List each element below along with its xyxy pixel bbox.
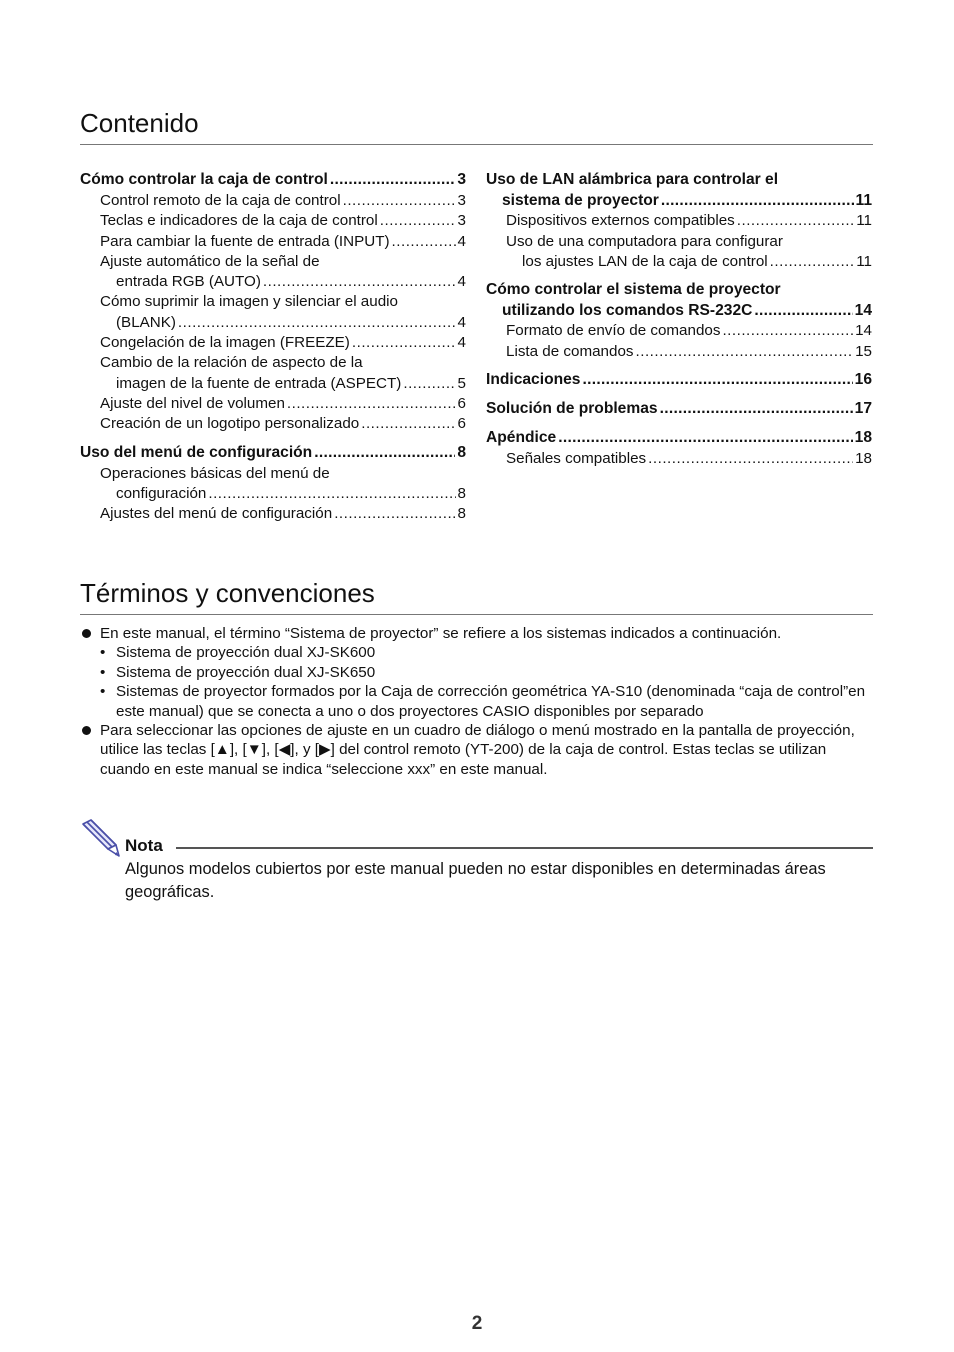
toc-entry[interactable]	[80, 353, 466, 394]
toc-section	[80, 168, 466, 435]
bullet-item: Para seleccionar las opciones de ajuste en un cuadro de diálogo o menú mostrado en la pantalla de proyección, utilice las teclas [▲], [▼], [◀], y [▶] del control remoto (YT-200) de la caja de control. Estas teclas se utilizan cuando en este manual se indica “seleccione xxx” en este manual.	[80, 721, 880, 779]
toc-title: Para cambiar la fuente de entrada (INPUT)	[100, 232, 390, 250]
bullet-item: En este manual, el término “Sistema de proyector” se refiere a los sistemas indicados a continuación.	[80, 624, 880, 643]
toc-entry[interactable]	[80, 232, 466, 252]
toc-page: 4	[457, 273, 466, 291]
toc-page: 8	[457, 443, 466, 461]
dot-leader	[352, 333, 456, 353]
toc-title-line1: Cambio de la relación de aspecto de la	[100, 354, 363, 372]
toc-title-line1: Cómo controlar el sistema de proyector	[486, 281, 781, 299]
toc-title-line1: Cómo suprimir la imagen y silenciar el audio	[100, 293, 398, 311]
toc-section	[80, 441, 466, 525]
dot-leader	[754, 301, 852, 321]
sub-bullet-item: • Sistemas de proyector formados por la Caja de corrección geométrica YA-S10 (denominada “caja de control”en este manual) que se conecta a uno o dos proyectores CASIO disponibles por separado	[80, 682, 880, 721]
toc-entry[interactable]	[80, 414, 466, 434]
toc-title: configuración	[116, 484, 207, 502]
toc-entry[interactable]	[80, 504, 466, 524]
toc-page: 3	[457, 192, 466, 209]
toc-page: 11	[856, 212, 872, 230]
toc-title: Uso del menú de configuración	[80, 443, 313, 461]
terms-body	[80, 624, 880, 779]
toc-section	[486, 368, 872, 391]
dot-leader	[722, 321, 853, 341]
toc-title: Ajuste del nivel de volumen	[100, 394, 285, 412]
toc-page: 14	[855, 322, 872, 340]
toc-entry[interactable]	[80, 333, 466, 353]
toc-title: Teclas e indicadores de la caja de control	[100, 212, 378, 230]
toc-entry[interactable]	[80, 441, 466, 464]
page-number: 2	[471, 1313, 483, 1334]
dot-leader	[263, 272, 456, 292]
toc-entry[interactable]	[486, 342, 872, 362]
dot-leader	[661, 191, 854, 211]
dot-leader	[287, 394, 456, 414]
toc-title: Dispositivos externos compatibles	[506, 212, 735, 230]
toc-entry[interactable]	[486, 426, 872, 449]
toc-left-column	[80, 168, 466, 530]
dot-leader	[361, 414, 455, 434]
toc-entry[interactable]	[486, 321, 872, 341]
dot-leader	[330, 168, 455, 191]
toc-page: 3	[457, 171, 466, 188]
toc-title: Apéndice	[486, 429, 557, 447]
toc-title: Congelación de la imagen (FREEZE)	[100, 334, 350, 352]
dot-leader	[208, 484, 455, 504]
dot-leader	[334, 504, 455, 524]
dot-leader	[660, 397, 853, 420]
toc-entry[interactable]	[80, 252, 466, 293]
terms-heading: Términos y convenciones	[80, 578, 873, 615]
toc-title: imagen de la fuente de entrada (ASPECT)	[116, 374, 402, 392]
note-title: Nota	[125, 836, 169, 856]
toc-title: Ajustes del menú de configuración	[100, 505, 333, 523]
toc-page: 6	[457, 394, 466, 412]
toc-page: 14	[854, 302, 872, 320]
toc-page: 16	[854, 371, 872, 389]
toc-entry[interactable]	[486, 211, 872, 231]
toc-section	[486, 168, 872, 272]
toc-entry[interactable]	[486, 368, 872, 391]
pencil-note-icon	[80, 818, 122, 860]
toc-title: utilizando los comandos RS-232C	[502, 302, 753, 320]
toc-title-line1: Uso de una computadora para configurar	[506, 232, 783, 250]
toc-page: 6	[457, 415, 466, 433]
toc-page: 3	[457, 212, 466, 230]
toc-page: 17	[854, 400, 872, 418]
toc-title: Solución de problemas	[486, 400, 658, 418]
toc-page: 5	[457, 374, 466, 392]
dot-leader	[737, 211, 854, 231]
sub-bullet-item: • Sistema de proyección dual XJ-SK650	[80, 663, 880, 682]
dot-leader	[178, 313, 456, 333]
toc-entry[interactable]	[486, 168, 872, 211]
contents-heading: Contenido	[80, 108, 873, 145]
toc-title: sistema de proyector	[502, 192, 659, 209]
toc-title-line1: Ajuste automático de la señal de	[100, 252, 320, 270]
toc-right-column	[486, 168, 872, 475]
dot-leader	[403, 374, 455, 394]
toc-title: Formato de envío de comandos	[506, 322, 721, 340]
toc-entry[interactable]	[80, 394, 466, 414]
toc-title: los ajustes LAN de la caja de control	[522, 252, 768, 270]
toc-entry[interactable]	[80, 464, 466, 505]
toc-entry[interactable]	[486, 232, 872, 273]
dot-leader	[582, 368, 852, 391]
toc-title: (BLANK)	[116, 313, 176, 331]
toc-page: 8	[457, 505, 466, 523]
dot-leader	[770, 252, 855, 272]
toc-title-line1: Operaciones básicas del menú de	[100, 464, 330, 482]
toc-page: 4	[457, 313, 466, 331]
toc-page: 18	[855, 450, 872, 468]
dot-leader	[636, 342, 854, 362]
toc-section	[486, 426, 872, 469]
dot-leader	[392, 232, 456, 252]
toc-page: 15	[855, 342, 872, 360]
toc-section	[486, 278, 872, 362]
dot-leader	[314, 441, 455, 464]
toc-title: Lista de comandos	[506, 342, 634, 360]
dot-leader	[648, 449, 853, 469]
toc-entry[interactable]	[80, 292, 466, 333]
toc-title-line1: Uso de LAN alámbrica para controlar el	[486, 171, 779, 188]
toc-page: 11	[855, 192, 872, 209]
toc-entry[interactable]	[80, 191, 466, 211]
toc-title: entrada RGB (AUTO)	[116, 273, 261, 291]
toc-title: Cómo controlar la caja de control	[80, 171, 328, 188]
toc-page: 8	[457, 484, 466, 502]
toc-title: Creación de un logotipo personalizado	[100, 415, 360, 433]
note-divider	[176, 847, 873, 849]
toc-page: 18	[854, 429, 872, 447]
dot-leader	[343, 191, 456, 211]
note-text: Algunos modelos cubiertos por este manual pueden no estar disponibles en determinadas áreas geográficas.	[125, 860, 826, 901]
toc-entry[interactable]	[486, 278, 872, 321]
dot-leader	[558, 426, 852, 449]
toc-title: Indicaciones	[486, 371, 581, 389]
toc-page: 11	[856, 252, 872, 270]
toc-entry[interactable]	[486, 397, 872, 420]
dot-leader	[380, 211, 456, 231]
toc-entry[interactable]	[80, 211, 466, 231]
toc-page: 4	[457, 334, 466, 352]
toc-title: Señales compatibles	[506, 450, 647, 468]
toc-section	[486, 397, 872, 420]
sub-bullet-item: • Sistema de proyección dual XJ-SK600	[80, 643, 880, 662]
toc-entry[interactable]	[80, 168, 466, 191]
toc-entry[interactable]	[486, 449, 872, 469]
toc-title: Control remoto de la caja de control	[100, 192, 341, 209]
toc-page: 4	[457, 232, 466, 250]
